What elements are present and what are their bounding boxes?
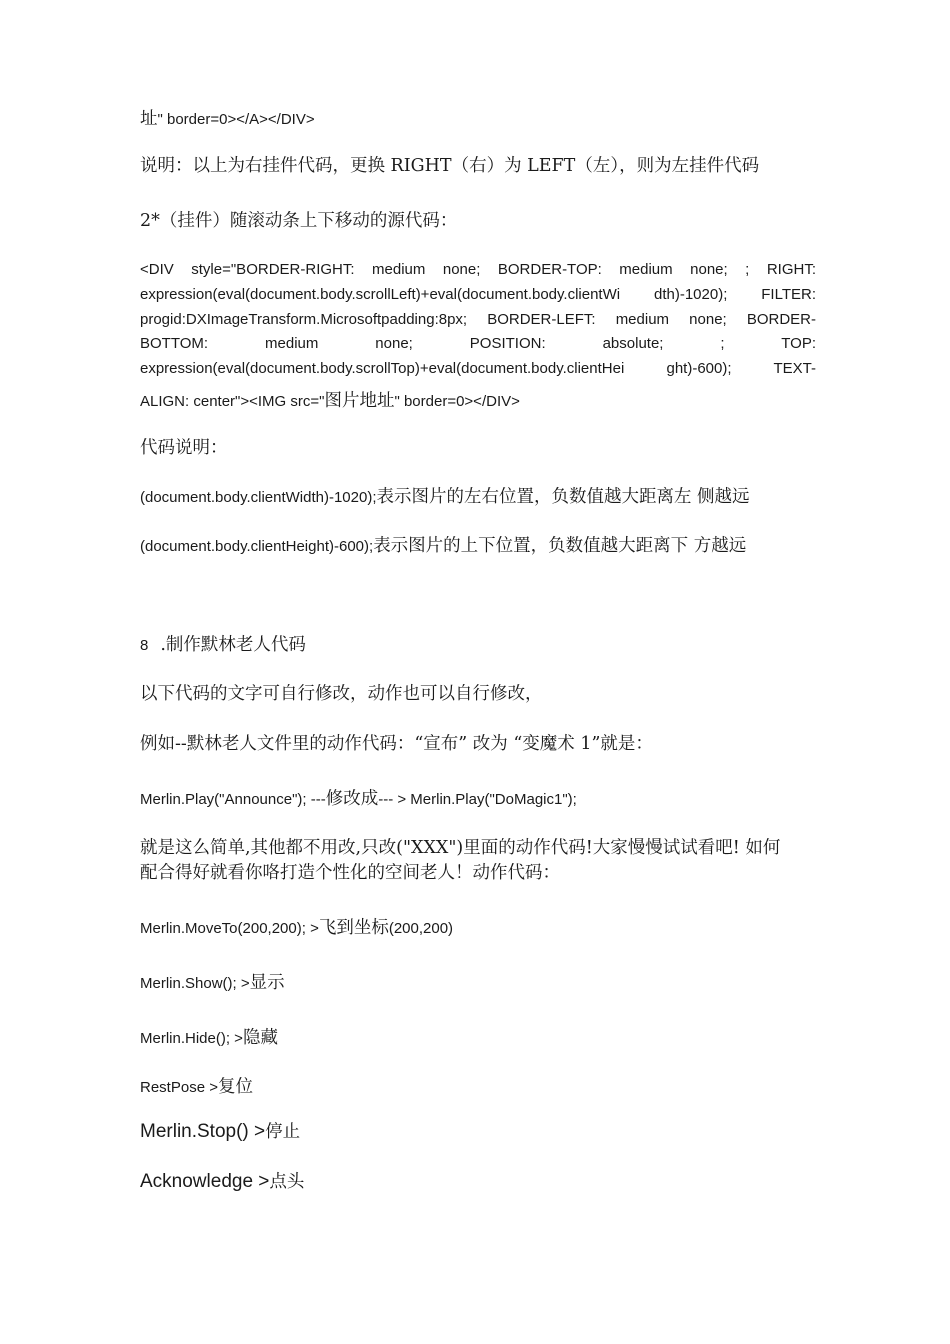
code-line-3: progid:DXImageTransform.Microsoftpadding:8px; BORDER-LEFT: medium none; BORDER- bbox=[140, 311, 816, 328]
action-acknowledge: Acknowledge >点头 bbox=[140, 1171, 305, 1192]
merlin-tip-line-1: 就是这么简单,其他都不用改,只改("XXX")里面的动作代码!大家慢慢试试看吧! 如何 bbox=[140, 838, 781, 858]
action-show: Merlin.Show(); >显示 bbox=[140, 973, 285, 993]
action-stop: Merlin.Stop() >停止 bbox=[140, 1121, 301, 1142]
code-line-4: BOTTOM: medium none; POSITION: absolute; ; TOP: bbox=[140, 335, 816, 352]
width-explanation-line: (document.body.clientWidth)-1020);表示图片的左右位置，负数值越大距离左 侧越远 bbox=[140, 487, 750, 507]
code-explanation-heading: 代码说明： bbox=[140, 438, 228, 458]
code-line-5: expression(eval(document.body.scrollTop)+eval(document.body.clientHei ght)-600); TEXT- bbox=[140, 360, 816, 377]
section-heading-scroll-widget: 2*（挂件）随滚动条上下移动的源代码： bbox=[140, 211, 458, 231]
merlin-example-line: 例如--默林老人文件里的动作代码：“宣布” 改为 “变魔术 1”就是： bbox=[140, 734, 653, 754]
merlin-play-example: Merlin.Play("Announce"); ---修改成--- > Merlin.Play("DoMagic1"); bbox=[140, 789, 577, 809]
section-heading-merlin: 8 .制作默林老人代码 bbox=[140, 635, 306, 655]
action-moveto: Merlin.MoveTo(200,200); >飞到坐标(200,200) bbox=[140, 918, 454, 938]
action-hide: Merlin.Hide(); >隐藏 bbox=[140, 1028, 278, 1048]
merlin-intro-line: 以下代码的文字可自行修改，动作也可以自行修改， bbox=[140, 684, 543, 704]
right-widget-note: 说明：以上为右挂件代码，更换 RIGHT（右）为 LEFT（左），则为左挂件代码 bbox=[140, 156, 760, 176]
action-restpose: RestPose >复位 bbox=[140, 1077, 253, 1097]
code-line-1: <DIV style="BORDER-RIGHT: medium none; BORDER-TOP: medium none; ; RIGHT: bbox=[140, 261, 816, 278]
merlin-tip-line-2: 配合得好就看你咯打造个性化的空间老人！动作代码： bbox=[140, 863, 560, 883]
height-explanation-line: (document.body.clientHeight)-600);表示图片的上下位置，负数值越大距离下 方越远 bbox=[140, 536, 747, 556]
code-line-2: expression(eval(document.body.scrollLeft)+eval(document.body.clientWi dth)-1020); FILTER: bbox=[140, 286, 816, 303]
code-line-6: ALIGN: center"><IMG src="图片地址" border=0></DIV> bbox=[140, 391, 520, 411]
code-tail-line: 址" border=0></A></DIV> bbox=[140, 109, 315, 129]
